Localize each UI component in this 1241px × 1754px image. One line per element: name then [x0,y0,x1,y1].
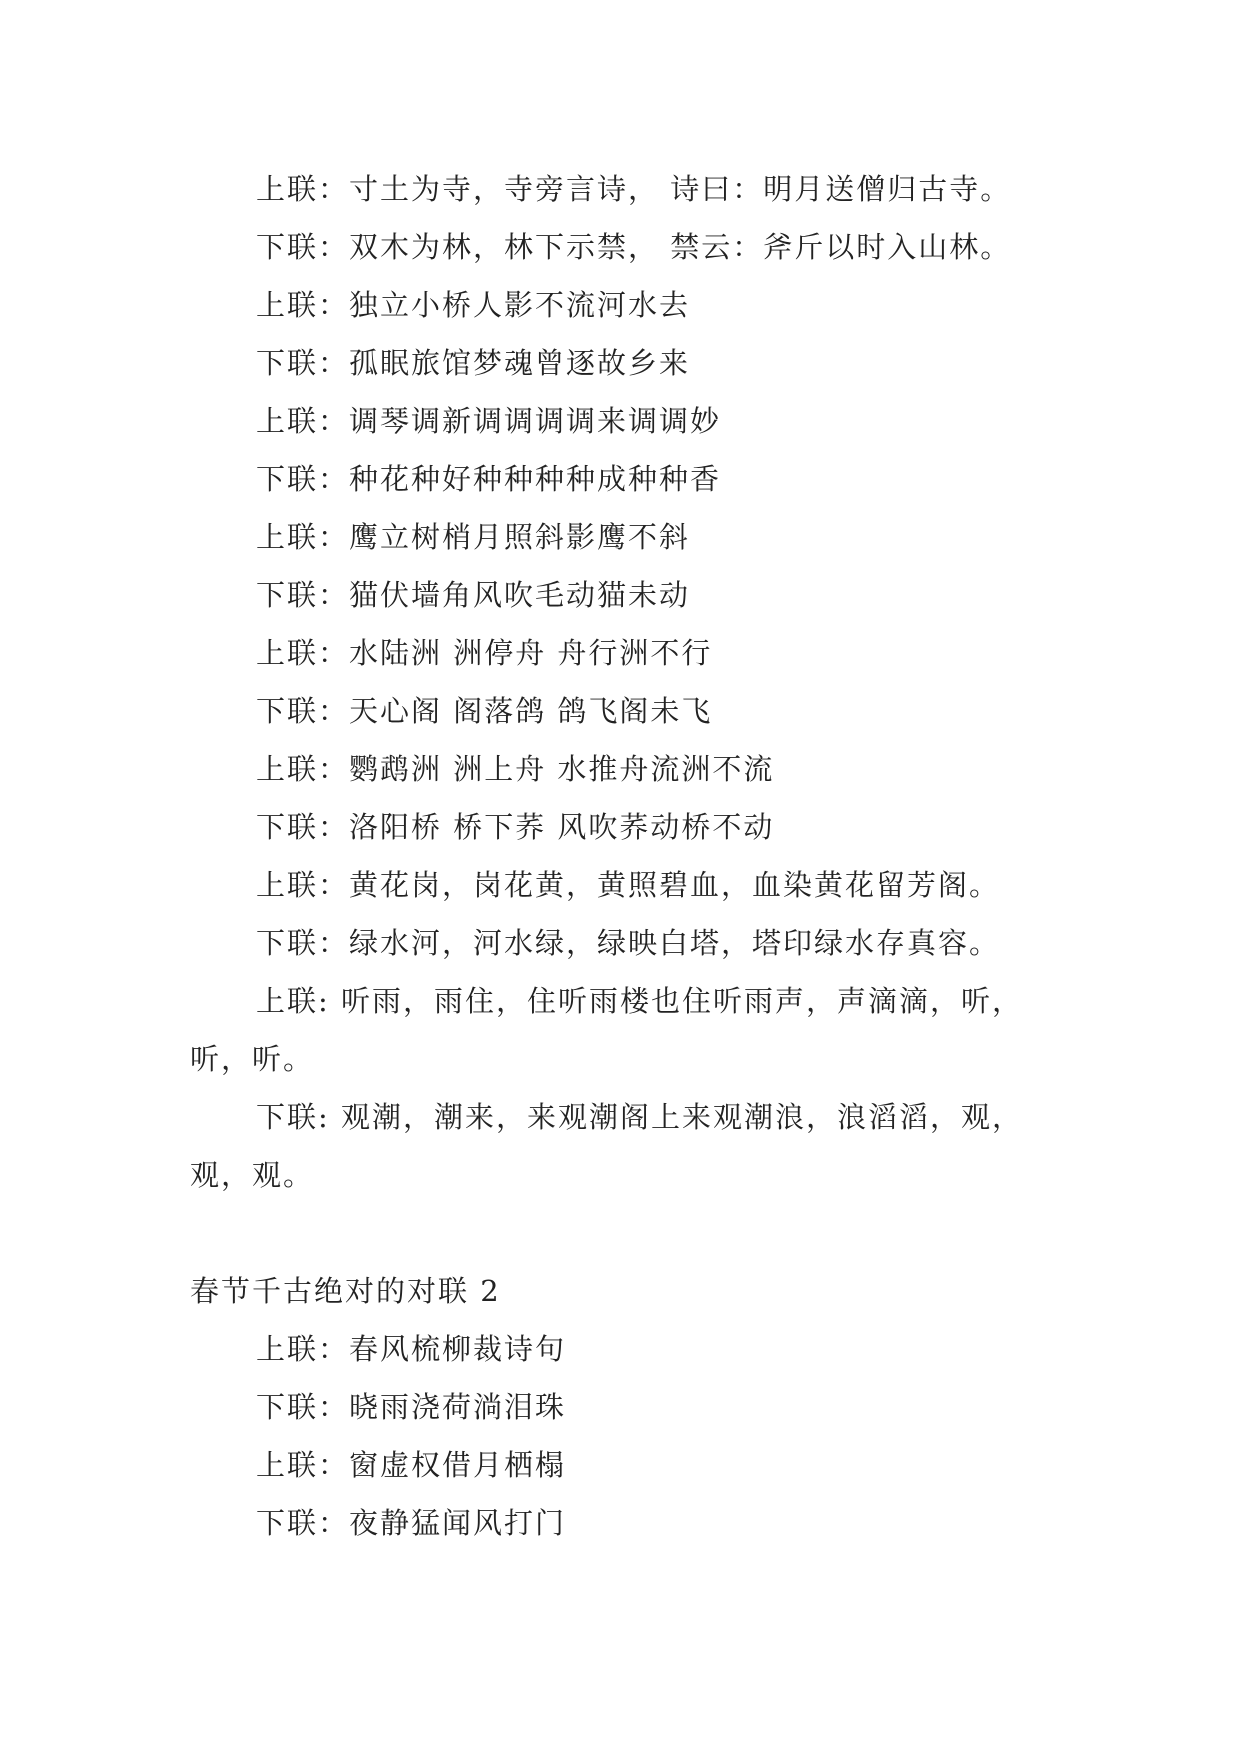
couplet-line: 下联：种花种好种种种种成种种香 [256,462,722,496]
couplet-line: 上联：独立小桥人影不流河水去 [256,288,691,322]
couplet-line: 上联：调琴调新调调调调来调调妙 [256,404,722,438]
couplet-line: 下联：孤眠旅馆梦魂曾逐故乡来 [256,346,691,380]
couplet-line: 上联：窗虚权借月栖榻 [256,1448,567,1482]
couplet-paragraph: 上联: 听雨，雨住，住听雨楼也住听雨声，声滴滴，听，听，听。 [190,984,1023,1076]
couplet-line: 下联：洛阳桥 桥下荞 风吹荞动桥不动 [256,810,775,844]
couplet-line: 下联：晓雨浇荷淌泪珠 [256,1390,567,1424]
couplet-line: 下联：绿水河，河水绿，绿映白塔，塔印绿水存真容。 [256,926,1001,960]
couplet-line: 上联：鹦鹉洲 洲上舟 水推舟流洲不流 [256,752,775,786]
couplet-line: 下联：双木为林，林下示禁， 禁云：斧斤以时入山林。 [256,230,1012,264]
document-body [190,160,1080,1552]
couplet-line: 下联：夜静猛闻风打门 [256,1506,567,1540]
couplet-line: 上联：黄花岗，岗花黄，黄照碧血，血染黄花留芳阁。 [256,868,1001,902]
couplet-line: 上联：水陆洲 洲停舟 舟行洲不行 [256,636,713,670]
section-spacer [190,1204,1080,1262]
couplet-line: 下联：猫伏墙角风吹毛动猫未动 [256,578,691,612]
section-heading: 春节千古绝对的对联 2 [190,1274,501,1308]
couplet-line: 上联：鹰立树梢月照斜影鹰不斜 [256,520,691,554]
couplet-paragraph: 下联: 观潮，潮来，来观潮阁上来观潮浪，浪滔滔，观，观，观。 [190,1100,1023,1192]
couplet-line: 上联：春风梳柳裁诗句 [256,1332,567,1366]
couplet-line: 上联：寸土为寺，寺旁言诗， 诗曰：明月送僧归古寺。 [256,172,1012,206]
couplet-line: 下联：天心阁 阁落鸽 鸽飞阁未飞 [256,694,713,728]
